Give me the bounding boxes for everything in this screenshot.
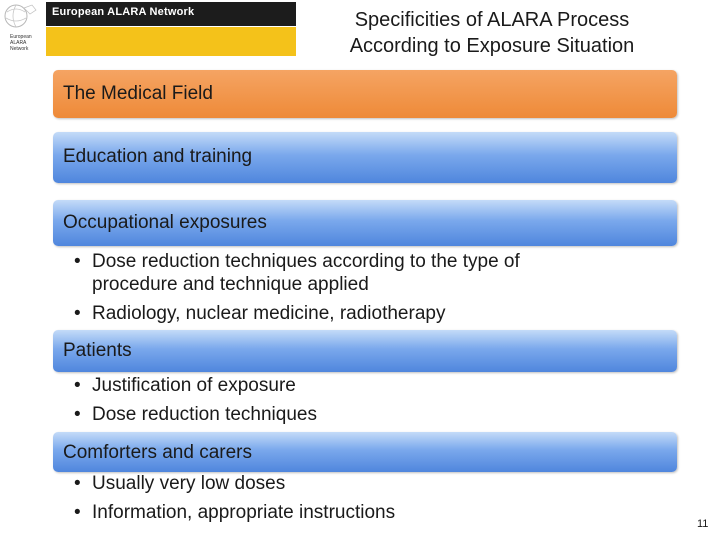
bullet-item <box>74 302 520 325</box>
bullet-item <box>74 501 395 524</box>
logo-small-line: ALARA <box>10 40 27 46</box>
page-title <box>296 7 688 59</box>
comforters-label: Comforters and carers <box>63 442 253 463</box>
patients-bullets <box>74 374 317 426</box>
bullet-text: Radiology, nuclear medicine, radiotherapy <box>92 303 446 324</box>
bullet-text: • Dose reduction techniques according to the type of <box>92 251 520 272</box>
occupational-label: Occupational exposures <box>63 212 267 233</box>
bullet-text: procedure and technique applied <box>92 274 369 295</box>
bullet-text: Justification of exposure <box>92 375 296 396</box>
bullet-text: Information, appropriate instructions <box>92 502 396 523</box>
patients-label: Patients <box>63 340 132 361</box>
page-title-line: Specificities of ALARA Process <box>354 9 630 31</box>
page-title-line: According to Exposure Situation <box>349 35 635 57</box>
logo <box>0 0 300 58</box>
globe-icon <box>2 2 42 32</box>
bullet-item <box>74 472 395 495</box>
logo-network-name: European ALARA Network <box>52 6 195 18</box>
bullet-item <box>74 374 317 397</box>
logo-banner <box>46 2 296 26</box>
logo-small-line: European <box>10 34 32 40</box>
bullet-text: Usually very low doses <box>92 473 286 494</box>
occupational-bullets <box>74 250 520 325</box>
patients-header <box>53 330 677 372</box>
bullet-item <box>74 403 317 426</box>
bullet-text: Dose reduction techniques <box>92 404 317 425</box>
comforters-bullets <box>74 472 395 524</box>
bullet-item <box>74 250 520 296</box>
page-number: 11 <box>697 518 709 530</box>
occupational-header <box>53 200 677 246</box>
education-label: Education and training <box>63 146 253 167</box>
medical-field-header <box>53 70 677 118</box>
education-header <box>53 132 677 183</box>
logo-small-text <box>10 34 42 52</box>
comforters-header <box>53 432 677 472</box>
logo-small-line: Network <box>10 46 29 52</box>
logo-yellow-band <box>46 27 296 56</box>
medical-field-label: The Medical Field <box>63 83 213 104</box>
